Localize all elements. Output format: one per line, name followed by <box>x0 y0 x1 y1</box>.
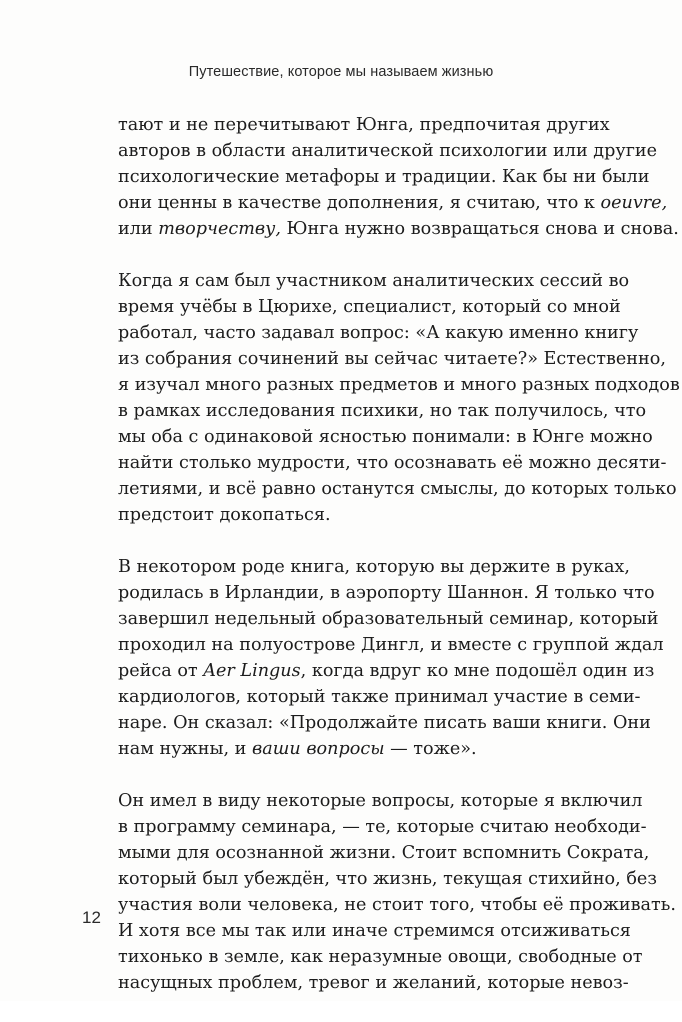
text-line <box>118 346 666 372</box>
text-line <box>118 450 667 476</box>
text-segment: из собрания сочинений вы сейчас читаете?» Естественно, <box>118 349 666 369</box>
text-segment: психологические метафоры и традиции. Как бы ни были <box>118 167 650 187</box>
text-segment: насущных проблем, тревог и желаний, которые невоз- <box>118 973 629 993</box>
running-header: Путешествие, которое мы называем жизнью <box>188 64 494 80</box>
paragraph <box>118 788 676 996</box>
text-line <box>118 372 680 398</box>
text-segment: предстоит докопаться. <box>118 505 331 525</box>
text-segment: или <box>118 219 159 239</box>
text-line <box>118 840 650 866</box>
text-line <box>118 580 655 606</box>
text-segment: Когда я сам был участником аналитических сессий во <box>118 271 630 291</box>
italic-text: ваши вопросы <box>252 739 385 759</box>
text-segment: наре. Он сказал: «Продолжайте писать ваши книги. Они <box>118 713 651 733</box>
text-line <box>118 710 651 736</box>
text-segment: найти столько мудрости, что осознавать её можно десяти- <box>118 453 667 473</box>
text-segment: рейса от <box>118 661 204 681</box>
text-segment: тают и не перечитывают Юнга, предпочитая других <box>118 115 610 135</box>
text-line <box>118 164 650 190</box>
text-segment: летиями, и всё равно останутся смыслы, до которых только <box>118 479 677 499</box>
text-segment: Он имел в виду некоторые вопросы, которые я включил <box>118 791 643 811</box>
text-line <box>118 294 621 320</box>
text-segment: я изучал много разных предметов и много разных подходов <box>118 375 680 395</box>
text-line <box>118 216 679 242</box>
text-line <box>118 814 647 840</box>
text-segment: И хотя все мы так или иначе стремимся отсиживаться <box>118 921 631 941</box>
text-segment: кардиологов, который также принимал участие в семи- <box>118 687 641 707</box>
text-segment: родилась в Ирландии, в аэропорту Шаннон. Я только что <box>118 583 655 603</box>
text-line <box>118 502 598 528</box>
text-line <box>118 398 647 424</box>
text-segment: , когда вдруг ко мне подошёл один из <box>300 661 655 681</box>
text-line <box>118 892 676 918</box>
text-line <box>118 918 631 944</box>
text-line <box>118 684 641 710</box>
text-segment: проходил на полуострове Дингл, и вместе с группой ждал <box>118 635 664 655</box>
text-segment: время учёбы в Цюрихе, специалист, который со мной <box>118 297 621 317</box>
text-line <box>118 866 657 892</box>
text-segment: участия воли человека, не стоит того, чтобы её проживать. <box>118 895 676 915</box>
paragraph <box>118 112 679 242</box>
text-segment: тихонько в земле, как неразумные овощи, свободные от <box>118 947 643 967</box>
text-segment: в рамках исследования психики, но так получилось, что <box>118 401 647 421</box>
text-segment: нам нужны, и <box>118 739 252 759</box>
page-number: 12 <box>82 908 101 927</box>
italic-text: творчеству, <box>158 219 281 239</box>
text-line <box>118 736 598 762</box>
text-segment: — тоже». <box>384 739 477 759</box>
body-text <box>118 112 680 1022</box>
text-segment: В некотором роде книга, которую вы держите в руках, <box>118 557 630 577</box>
italic-text: oeuvre, <box>600 193 668 213</box>
text-line <box>118 320 639 346</box>
text-segment: завершил недельный образовательный семинар, который <box>118 609 659 629</box>
text-line <box>118 476 677 502</box>
paragraph <box>118 268 680 528</box>
text-line <box>118 944 643 970</box>
text-line <box>118 112 610 138</box>
text-segment: они ценны в качестве дополнения, я считаю, что к <box>118 193 601 213</box>
text-line <box>118 554 630 580</box>
text-line <box>118 970 629 996</box>
italic-text: Aer Lingus <box>203 661 301 681</box>
text-segment: который был убеждён, что жизнь, текущая стихийно, без <box>118 869 657 889</box>
text-segment: мыми для осознанной жизни. Стоит вспомнить Сократа, <box>118 843 650 863</box>
text-segment: авторов в области аналитической психологии или другие <box>118 141 658 161</box>
text-line <box>118 788 643 814</box>
text-line <box>118 632 664 658</box>
text-segment: в программу семинара, — те, которые считаю необходи- <box>118 817 647 837</box>
text-segment: Юнга нужно возвращаться снова и снова. <box>280 219 679 239</box>
text-line <box>118 424 653 450</box>
text-line <box>118 190 668 216</box>
text-segment: работал, часто задавал вопрос: «А какую именно книгу <box>118 323 639 343</box>
paragraph <box>118 554 664 762</box>
text-line <box>118 138 658 164</box>
text-line <box>118 268 630 294</box>
text-line <box>118 658 655 684</box>
text-segment: мы оба с одинаковой ясностью понимали: в Юнге можно <box>118 427 653 447</box>
text-line <box>118 606 659 632</box>
